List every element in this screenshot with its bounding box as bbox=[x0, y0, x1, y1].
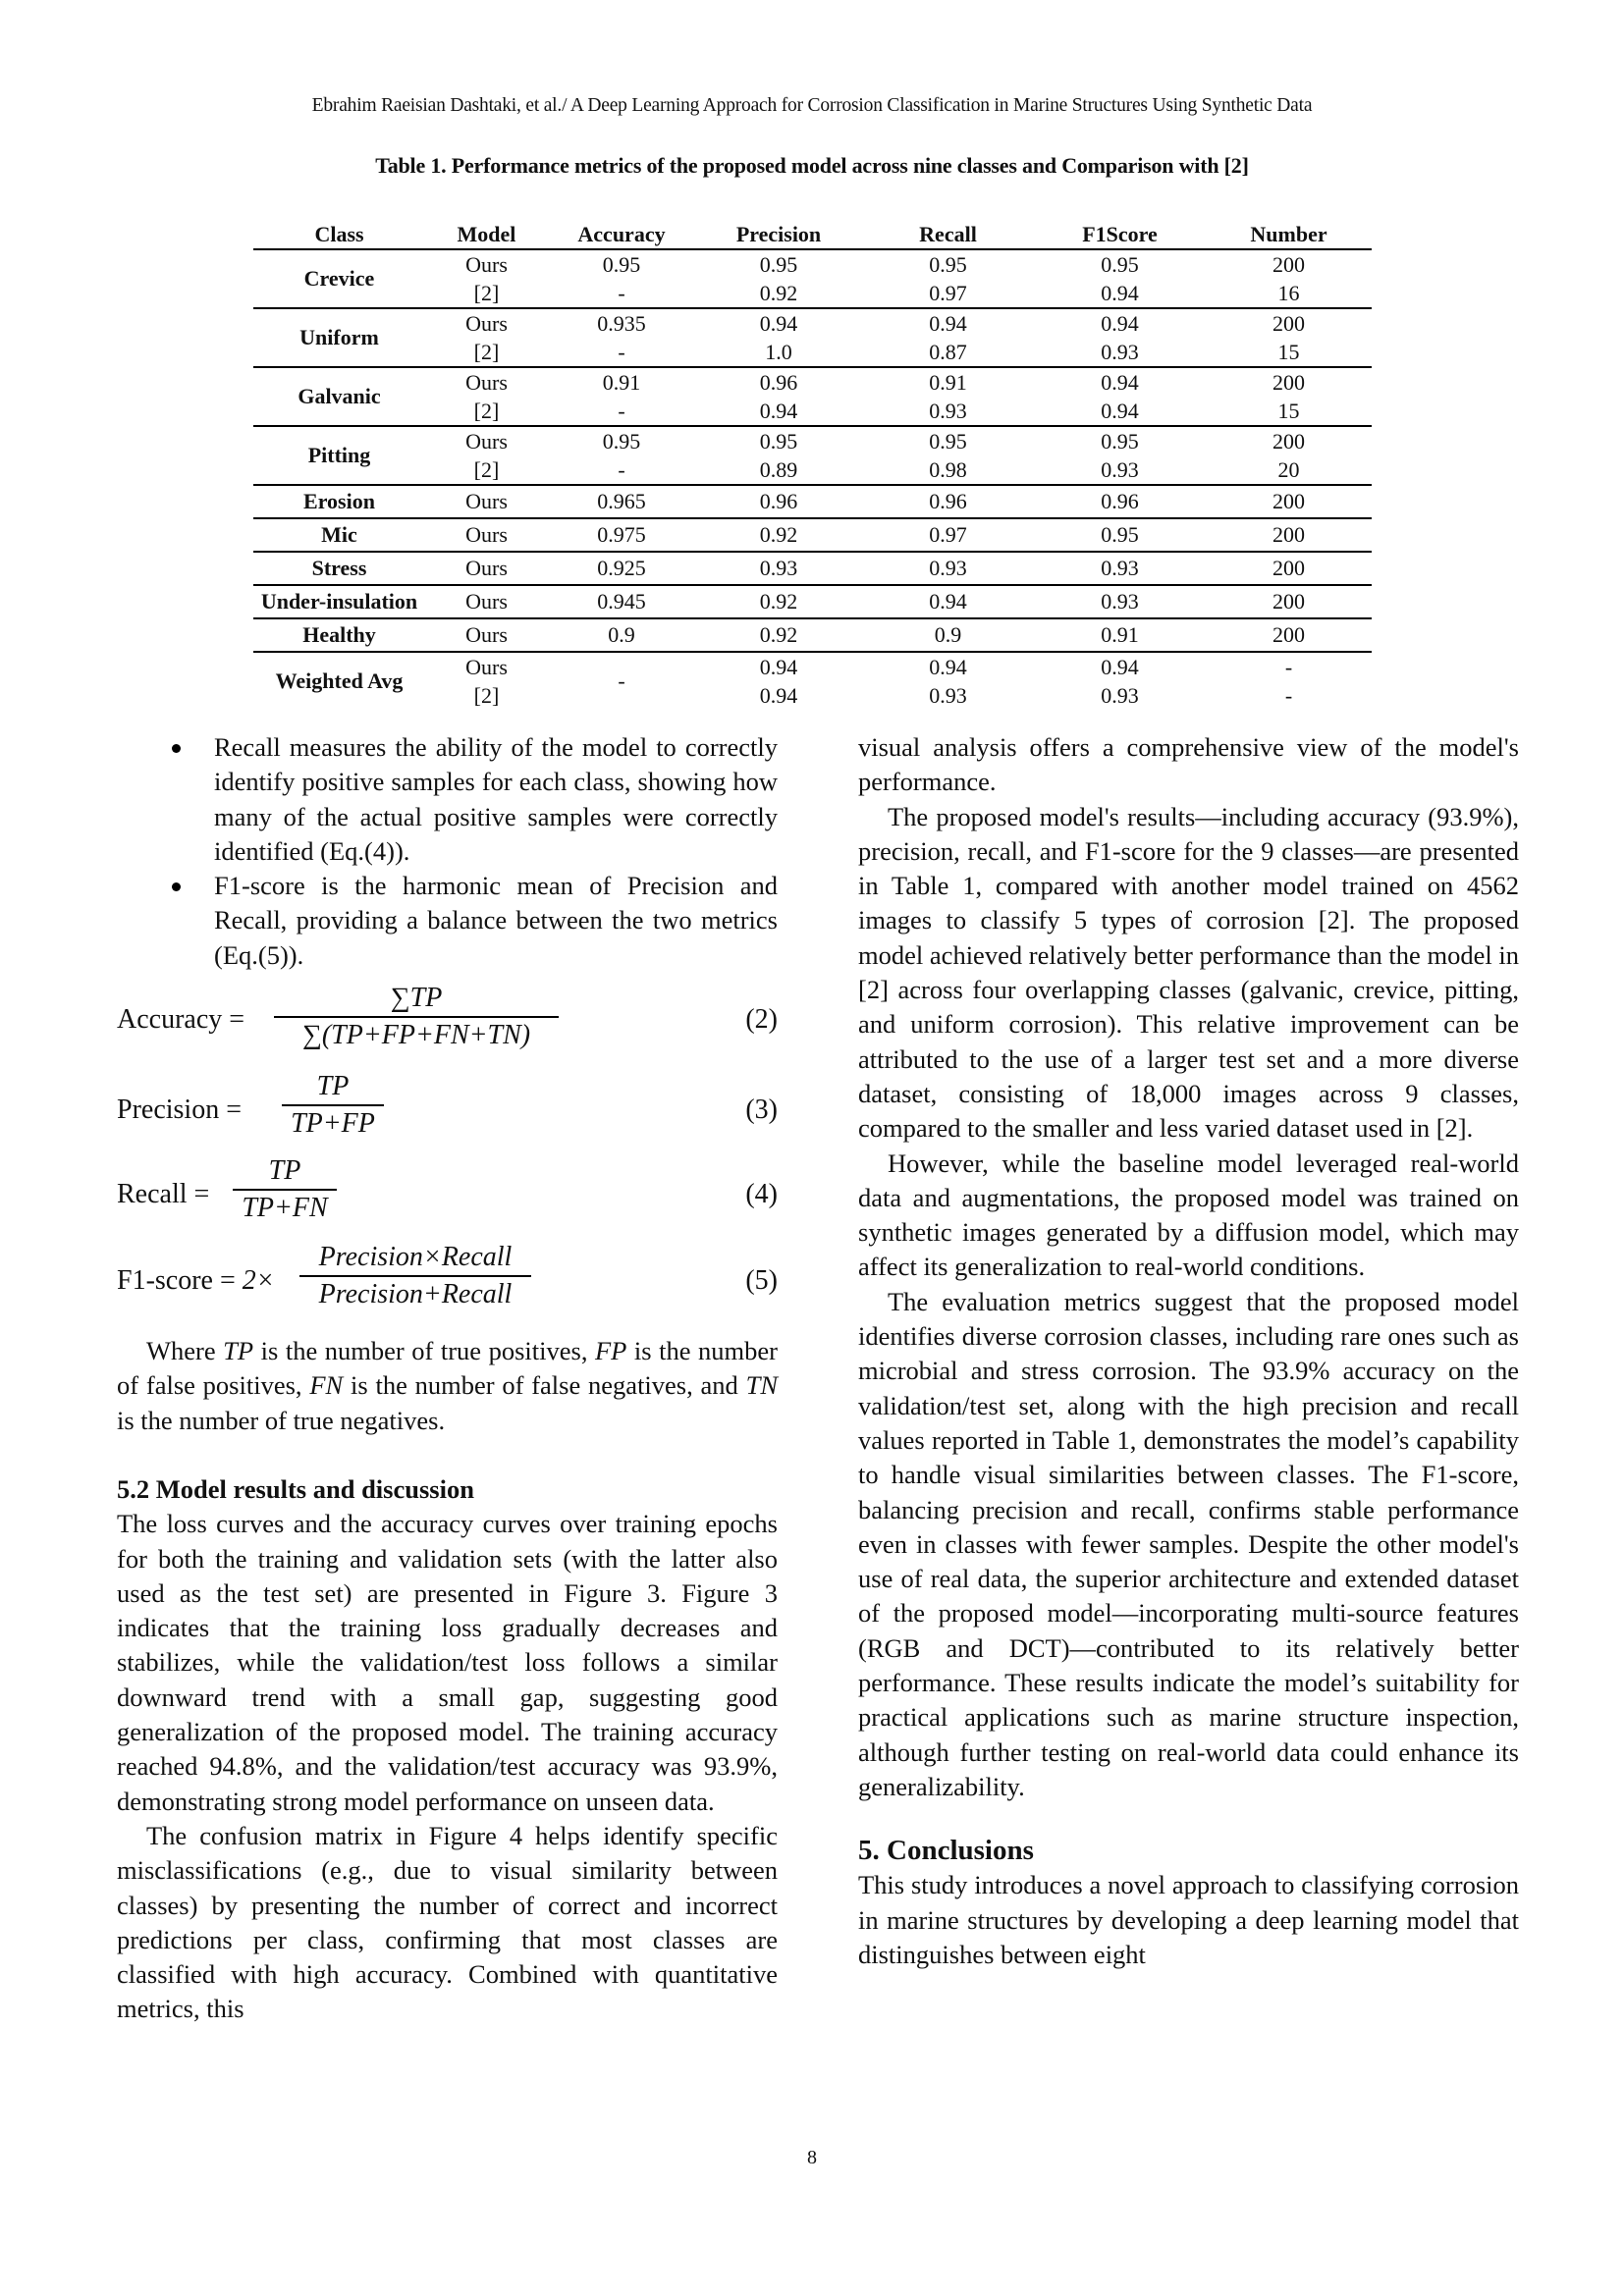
precision-cell: 0.95 0.89 bbox=[695, 426, 862, 485]
f1-cell: 0.94 0.94 bbox=[1034, 367, 1206, 426]
col-header-recall: Recall bbox=[862, 215, 1034, 249]
model-cell: Ours [2] bbox=[425, 249, 548, 308]
bullet-icon bbox=[172, 882, 181, 891]
equation-recall: Recall = TP TP+FN (4) bbox=[117, 1153, 778, 1236]
body-paragraph: visual analysis offers a comprehensive view of the model's performance. bbox=[858, 732, 1519, 797]
equation-accuracy: Accuracy = ∑TP ∑(TP+FP+FN+TN) (2) bbox=[117, 981, 778, 1065]
equation-precision: Precision = TP TP+FP (3) bbox=[117, 1065, 778, 1153]
f1-cell: 0.94 0.93 bbox=[1101, 655, 1139, 708]
precision-cell: 0.92 bbox=[695, 518, 862, 552]
f1-cell: 0.95 0.93 bbox=[1034, 426, 1206, 485]
table-row-healthy bbox=[253, 618, 1372, 652]
table-row-galvanic bbox=[253, 367, 1372, 426]
metric-bullet-list bbox=[117, 730, 778, 973]
class-cell: Galvanic bbox=[253, 367, 425, 426]
f1-cell: 0.91 bbox=[1034, 618, 1206, 652]
fraction: Precision×Recall Precision+Recall bbox=[299, 1240, 531, 1312]
recall-cell: 0.93 bbox=[862, 552, 1034, 585]
equation-f1score: F1-score = 2× Precision×Recall Precision+Recall (5) bbox=[117, 1236, 778, 1334]
section-heading-5-2: 5.2 Model results and discussion bbox=[117, 1473, 474, 1504]
accuracy-cell: 0.965 bbox=[548, 485, 695, 518]
f1-cell: 0.93 bbox=[1034, 552, 1206, 585]
recall-cell: 0.9 bbox=[862, 618, 1034, 652]
left-column bbox=[117, 730, 778, 2027]
table-header-row bbox=[253, 215, 1372, 249]
equation-number: (5) bbox=[745, 1265, 778, 1297]
table-row-erosion bbox=[253, 485, 1372, 518]
precision-cell: 0.96 bbox=[695, 485, 862, 518]
col-header-precision: Precision bbox=[695, 215, 862, 249]
number-cell: - - bbox=[1284, 655, 1293, 708]
bullet-f1score: F1-score is the harmonic mean of Precision and Recall, providing a balance between the two metrics (Eq.(5)). bbox=[117, 869, 778, 973]
where-paragraph: Where TP is the number of true positives, FP is the number of false positives, FN is the number of false negatives, and TN is the number of true negatives. bbox=[117, 1336, 779, 1435]
number-cell: 200 bbox=[1206, 552, 1372, 585]
recall-cell: 0.95 0.97 bbox=[862, 249, 1034, 308]
recall-cell: 0.94 0.87 bbox=[862, 308, 1034, 367]
accuracy-cell: 0.95 - bbox=[548, 249, 695, 308]
class-cell: Mic bbox=[253, 518, 425, 552]
body-paragraph: However, while the baseline model leveraged real-world data and augmentations, the proposed model was trained on synthetic images generated by a diffusion model, which may affect its generalization to real-world conditions. bbox=[858, 1148, 1519, 1282]
number-cell: 200 15 bbox=[1206, 308, 1372, 367]
model-cell: Ours [2] bbox=[425, 367, 548, 426]
precision-cell: 0.95 0.92 bbox=[695, 249, 862, 308]
col-header-number: Number bbox=[1206, 215, 1372, 249]
accuracy-cell: 0.925 bbox=[548, 552, 695, 585]
metrics-table bbox=[253, 215, 1372, 710]
model-cell: Ours bbox=[425, 485, 548, 518]
number-cell: 200 bbox=[1206, 618, 1372, 652]
number-cell: 200 bbox=[1206, 518, 1372, 552]
recall-cell: 0.96 bbox=[862, 485, 1034, 518]
equation-number: (4) bbox=[745, 1179, 778, 1210]
number-cell: 200 bbox=[1206, 485, 1372, 518]
body-paragraph: The confusion matrix in Figure 4 helps identify specific misclassifications (e.g., due to visual similarity between classes) by presenting the number of correct and incorrect predictions per class, confirming that most classes are classified with high accuracy. Combined with quantitative metrics, this bbox=[117, 1820, 778, 2024]
section-heading-conclusions: 5. Conclusions bbox=[858, 1835, 1034, 1867]
col-header-class: Class bbox=[253, 215, 425, 249]
table-row-stress bbox=[253, 552, 1372, 585]
class-cell: Stress bbox=[253, 552, 425, 585]
table-row-under-insulation bbox=[253, 585, 1372, 618]
model-cell: Ours [2] bbox=[465, 655, 508, 708]
recall-cell: 0.94 bbox=[862, 585, 1034, 618]
class-cell: Weighted Avg bbox=[275, 668, 404, 693]
number-cell: 200 15 bbox=[1206, 367, 1372, 426]
recall-cell: 0.94 0.93 bbox=[929, 655, 967, 708]
precision-cell: 0.94 0.94 bbox=[759, 655, 798, 708]
number-cell: 200 bbox=[1206, 585, 1372, 618]
accuracy-cell: 0.91 - bbox=[548, 367, 695, 426]
f1-cell: 0.94 0.93 bbox=[1034, 308, 1206, 367]
body-paragraph: The loss curves and the accuracy curves over training epochs for both the training and validation sets (with the latter also used as the test set) are presented in Figure 3. Figure 3 indicates that the training loss gradually decreases and stabilizes, while the validation/test loss follows a similar downward trend with a small gap, suggesting good generalization of the proposed model. The training accuracy reached 94.8%, and the validation/test accuracy was 93.9%, demonstrating strong model performance on unseen data. bbox=[117, 1509, 778, 1816]
col-header-accuracy: Accuracy bbox=[548, 215, 695, 249]
accuracy-cell: 0.975 bbox=[548, 518, 695, 552]
fraction: TP TP+FN bbox=[233, 1153, 337, 1226]
precision-cell: 0.92 bbox=[695, 618, 862, 652]
recall-cell: 0.95 0.98 bbox=[862, 426, 1034, 485]
table-row-mic bbox=[253, 518, 1372, 552]
model-cell: Ours [2] bbox=[425, 426, 548, 485]
model-cell: Ours bbox=[425, 585, 548, 618]
table-row-crevice bbox=[253, 249, 1372, 308]
precision-cell: 0.92 bbox=[695, 585, 862, 618]
table-row-weighted-avg bbox=[253, 652, 1372, 710]
model-cell: Ours bbox=[425, 518, 548, 552]
accuracy-cell: - bbox=[618, 668, 625, 693]
bullet-recall: Recall measures the ability of the model to correctly identify positive samples for each class, showing how many of the actual positive samples were correctly identified (Eq.(4)). bbox=[117, 730, 778, 869]
class-cell: Erosion bbox=[253, 485, 425, 518]
equation-number: (3) bbox=[745, 1095, 778, 1126]
class-cell: Crevice bbox=[253, 249, 425, 308]
equation-number: (2) bbox=[745, 1004, 778, 1036]
accuracy-cell: 0.95 - bbox=[548, 426, 695, 485]
f1-cell: 0.95 0.94 bbox=[1034, 249, 1206, 308]
precision-cell: 0.94 1.0 bbox=[695, 308, 862, 367]
model-cell: Ours [2] bbox=[425, 308, 548, 367]
page-number: 8 bbox=[807, 2147, 817, 2168]
right-column bbox=[858, 730, 1519, 1972]
class-cell: Under-insulation bbox=[253, 585, 425, 618]
running-header: Ebrahim Raeisian Dashtaki, et al./ A Deep Learning Approach for Corrosion Classification in Marine Structures Using Synthetic Data bbox=[311, 95, 1313, 116]
body-paragraph: The proposed model's results—including accuracy (93.9%), precision, recall, and F1-score for the 9 classes—are presented in Table 1, compared with another model trained on 4562 images to classify 5 types of corrosion [2]. The proposed model achieved relatively better performance than the model in [2] across four overlapping classes (galvanic, crevice, pitting, and uniform corrosion). This relative improvement can be attributed to the use of a larger test set and a more diverse dataset, consisting of 18,000 images across 9 classes, compared to the smaller and less varied dataset used in [2]. bbox=[858, 801, 1519, 1144]
recall-cell: 0.97 bbox=[862, 518, 1034, 552]
table-row-pitting bbox=[253, 426, 1372, 485]
accuracy-cell: 0.945 bbox=[548, 585, 695, 618]
f1-cell: 0.95 bbox=[1034, 518, 1206, 552]
precision-cell: 0.96 0.94 bbox=[695, 367, 862, 426]
number-cell: 200 16 bbox=[1206, 249, 1372, 308]
conclusions-paragraph: This study introduces a novel approach to classifying corrosion in marine structures by developing a deep learning model that distinguishes between eight bbox=[858, 1870, 1519, 1969]
table-row-uniform bbox=[253, 308, 1372, 367]
f1-cell: 0.96 bbox=[1034, 485, 1206, 518]
class-cell: Uniform bbox=[253, 308, 425, 367]
fraction: TP TP+FP bbox=[282, 1069, 384, 1142]
number-cell: 200 20 bbox=[1206, 426, 1372, 485]
model-cell: Ours bbox=[425, 552, 548, 585]
accuracy-cell: 0.9 bbox=[548, 618, 695, 652]
recall-cell: 0.91 0.93 bbox=[862, 367, 1034, 426]
accuracy-cell: 0.935 - bbox=[548, 308, 695, 367]
col-header-f1score: F1Score bbox=[1034, 215, 1206, 249]
bullet-icon bbox=[172, 744, 181, 753]
table-caption: Table 1. Performance metrics of the proposed model across nine classes and Comparison with [2] bbox=[375, 153, 1249, 178]
precision-cell: 0.93 bbox=[695, 552, 862, 585]
fraction: ∑TP ∑(TP+FP+FN+TN) bbox=[274, 981, 559, 1053]
class-cell: Healthy bbox=[253, 618, 425, 652]
class-cell: Pitting bbox=[253, 426, 425, 485]
model-cell: Ours bbox=[425, 618, 548, 652]
col-header-model: Model bbox=[425, 215, 548, 249]
body-paragraph: The evaluation metrics suggest that the proposed model identifies diverse corrosion classes, including rare ones such as microbial and stress corrosion. The 93.9% accuracy on the validation/test set, along with the high precision and recall values reported in Table 1, demonstrates the model’s capability to handle visual similarities between classes. The F1-score, balancing precision and recall, confirms stable performance even in classes with fewer samples. Despite the other model's use of real data, the superior architecture and extended dataset of the proposed model—incorporating multi-source features (RGB and DCT)—contributed to its relatively better performance. These results indicate the model’s suitability for practical applications such as marine structure inspection, although further testing on real-world data could enhance its generalizability. bbox=[858, 1286, 1519, 1801]
f1-cell: 0.93 bbox=[1034, 585, 1206, 618]
